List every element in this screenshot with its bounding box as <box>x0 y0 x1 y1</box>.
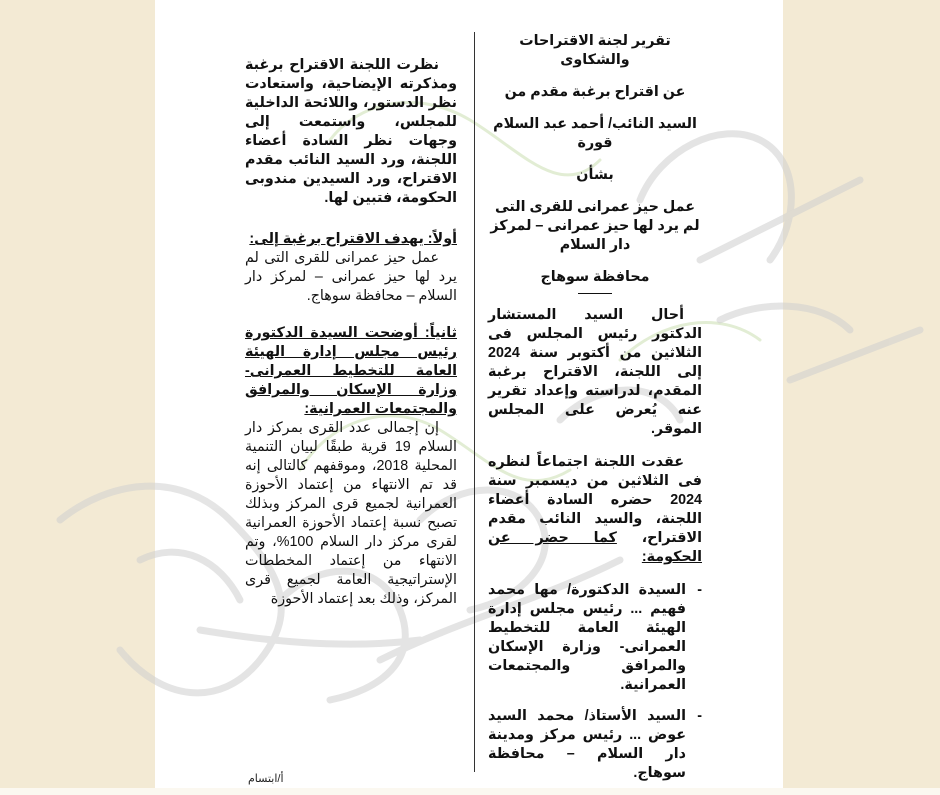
report-governorate: محافظة سوهاج <box>540 269 650 285</box>
left-margin-panel <box>0 0 155 788</box>
report-title: تقرير لجنة الاقتراحات والشكاوى <box>519 33 671 68</box>
spacer <box>488 567 702 581</box>
attendee-text: السيد الأستاذ/ محمد السيد عوض ... رئيس مركز ومدينة دار السلام – محافظة سوهاج. <box>488 708 686 781</box>
government-attendance-label: كما حضر عن الحكومة: <box>488 530 702 565</box>
report-about: بشأن <box>576 167 614 183</box>
section-2-body: إن إجمالى عدد القرى بمركز دار السلام 19 قرية طبقًا لبيان التنمية المحلية 2018، وموقفهم كالتالى إنه قد تم الانتهاء من إعتماد الأحوزة العمرانية لجميع قرى المركز وبذلك تصبح نسبة إعتماد الأحوزة العمرانية لقرى مركز دار السلام 100%، وتم الانتهاء من إعتماد المخططات الإستراتيجية العامة لجميع قرى المركز، وذلك بعد إعتماد الأحوزة <box>245 420 458 607</box>
bullet-dash: - <box>697 582 702 598</box>
attendee-item <box>488 707 702 783</box>
referral-paragraph: أحال السيد المستشار الدكتور رئيس المجلس فى الثلاثين من أكتوبر سنة 2024 إلى اللجنة، الاقتراح برغبة المقدم، لدراسته وإعداد تقرير عنه يُعرض على المجلس الموقر. <box>488 307 702 437</box>
report-submitter: السيد النائب/ أحمد عبد السلام قورة <box>493 116 697 151</box>
attendee-item <box>488 581 702 695</box>
page-footer-initials: أ/ابتسام <box>248 773 284 785</box>
meeting-text: عقدت اللجنة اجتماعاً لنظره فى الثلاثين من ديسمبر سنة 2024 حضره السادة أعضاء اللجنة، والسيد النائب مقدم الاقتراح، <box>488 454 702 546</box>
section-1-heading: أولاً: يهدف الاقتراح برغبة إلى: <box>249 231 457 247</box>
section-2-heading: ثانياً: أوضحت السيدة الدكتورة رئيس مجلس إدارة الهيئة العامة للتخطيط العمرانى- وزارة الإسكان والمرافق والمجتمعات العمرانية: <box>245 325 457 417</box>
intro-paragraph: نظرت اللجنة الاقتراح برغبة ومذكرته الإيضاحية، واستعادت نظر الدستور، واللائحة الداخلية للمجلس، واستمعت إلى وجهات نظر السادة أعضاء اللجنة، ورد السيد النائب مقدم الاقتراح، ورد السيدين مندوبى الحكومة، فتبين لها. <box>245 57 457 206</box>
spacer <box>245 208 457 230</box>
column-divider <box>474 32 475 772</box>
left-column <box>245 56 457 609</box>
right-column <box>488 32 702 795</box>
bullet-dash: - <box>697 708 702 724</box>
meeting-paragraph <box>488 453 702 567</box>
report-subject: عمل حيز عمرانى للقرى التى لم يرد لها حيز عمرانى – لمركز دار السلام <box>490 199 700 253</box>
section-1-body: عمل حيز عمرانى للقرى التى لم يرد لها حيز عمرانى – لمركز دار السلام – محافظة سوهاج. <box>245 250 457 304</box>
right-margin-panel <box>783 0 940 788</box>
spacer <box>488 439 702 453</box>
attendee-text: السيدة الدكتورة/ مها محمد فهيم ... رئيس مجلس إدارة الهيئة العامة للتخطيط العمرانى- وزارة الإسكان والمرافق والمجتمعات العمرانية. <box>488 582 686 693</box>
title-separator <box>578 293 612 294</box>
spacer <box>245 306 457 324</box>
report-subtitle-line: عن اقتراح برغبة مقدم من <box>504 84 686 100</box>
